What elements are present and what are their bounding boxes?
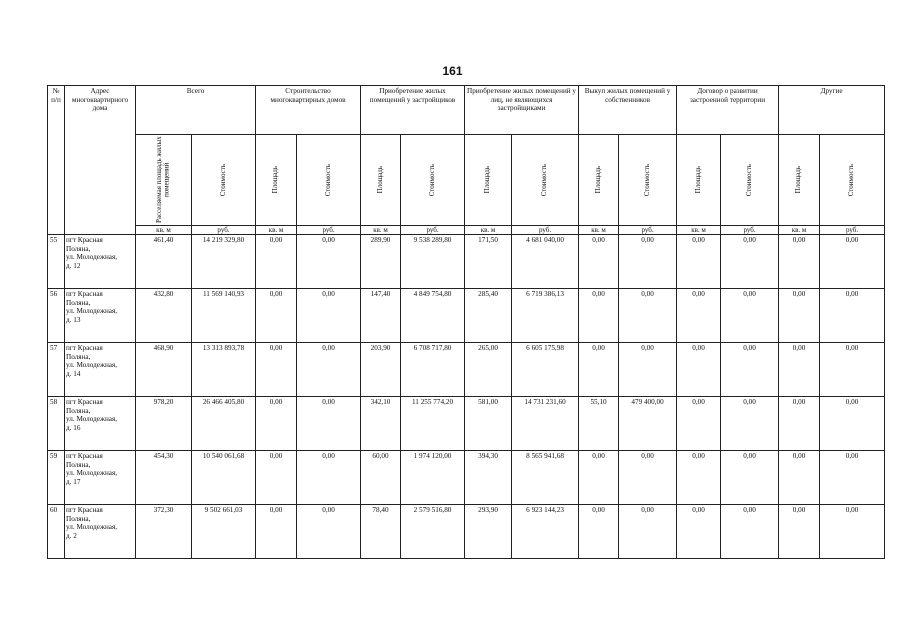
unit-rub: руб. — [192, 226, 256, 235]
cell-value: 1 974 120,00 — [401, 451, 465, 505]
cell-value: 8 565 941,68 — [512, 451, 579, 505]
unit-sqm: кв. м — [579, 226, 619, 235]
row-number: 60 — [48, 505, 65, 559]
cell-value: 0,00 — [297, 343, 361, 397]
unit-sqm: кв. м — [465, 226, 512, 235]
cell-value: 581,00 — [465, 397, 512, 451]
cell-value: 454,30 — [136, 451, 192, 505]
address-line: д. 13 — [66, 315, 81, 324]
header-row — [48, 86, 885, 135]
cell-value: 0,00 — [619, 289, 677, 343]
subheader-area: Площадь — [779, 135, 820, 226]
unit-sqm: кв. м — [361, 226, 401, 235]
cell-value: 14 731 231,60 — [512, 397, 579, 451]
subheader-cost: Стоимость — [721, 135, 779, 226]
cell-value: 0,00 — [297, 289, 361, 343]
cell-value: 0,00 — [256, 451, 297, 505]
address-line: Поляна, — [66, 244, 91, 253]
row-address — [65, 289, 136, 343]
header-address: Адрес многоквартирного дома — [65, 86, 136, 235]
cell-value: 10 540 061,68 — [192, 451, 256, 505]
cell-value: 293,90 — [465, 505, 512, 559]
address-line: Поляна, — [66, 514, 91, 523]
cell-value: 9 538 289,80 — [401, 235, 465, 289]
cell-value: 26 466 405,80 — [192, 397, 256, 451]
address-line: ул. Молодежная, — [66, 523, 118, 532]
cell-value: 2 579 516,80 — [401, 505, 465, 559]
cell-value: 0,00 — [677, 397, 721, 451]
cell-value: 147,40 — [361, 289, 401, 343]
cell-value: 0,00 — [721, 397, 779, 451]
cell-value: 0,00 — [779, 235, 820, 289]
cell-value: 0,00 — [677, 343, 721, 397]
cell-value: 0,00 — [779, 397, 820, 451]
row-address — [65, 451, 136, 505]
address-line: Поляна, — [66, 352, 91, 361]
header-purchase-developers: Приобретение жилых помещений у застройщиков — [361, 86, 465, 135]
subheader-row — [48, 135, 885, 226]
cell-value: 11 255 774,20 — [401, 397, 465, 451]
cell-value: 265,00 — [465, 343, 512, 397]
row-address — [65, 397, 136, 451]
cell-value: 0,00 — [721, 505, 779, 559]
cell-value: 0,00 — [779, 451, 820, 505]
unit-sqm: кв. м — [677, 226, 721, 235]
cell-value: 0,00 — [579, 343, 619, 397]
cell-value: 6 719 386,13 — [512, 289, 579, 343]
address-line: ул. Молодежная, — [66, 253, 118, 262]
address-line: пгт Красная — [66, 506, 103, 514]
cell-value: 978,20 — [136, 397, 192, 451]
cell-value: 0,00 — [579, 505, 619, 559]
header-buyout: Выкуп жилых помещений у собственников — [579, 86, 677, 135]
subheader-cost: Стоимость — [512, 135, 579, 226]
table-row — [48, 397, 885, 451]
row-address — [65, 235, 136, 289]
address-line: ул. Молодежная, — [66, 469, 118, 478]
unit-rub: руб. — [820, 226, 885, 235]
cell-value: 0,00 — [721, 451, 779, 505]
page-number: 161 — [442, 64, 463, 78]
cell-value: 11 569 140,93 — [192, 289, 256, 343]
cell-value: 0,00 — [820, 289, 885, 343]
cell-value: 0,00 — [256, 397, 297, 451]
cell-value: 394,30 — [465, 451, 512, 505]
cell-value: 432,80 — [136, 289, 192, 343]
cell-value: 0,00 — [297, 451, 361, 505]
address-line: ул. Молодежная, — [66, 307, 118, 316]
cell-value: 0,00 — [256, 289, 297, 343]
subheader-area: Площадь — [465, 135, 512, 226]
address-line: д. 12 — [66, 261, 81, 270]
unit-rub: руб. — [512, 226, 579, 235]
header-total: Всего — [136, 86, 256, 135]
cell-value: 0,00 — [820, 397, 885, 451]
row-number: 56 — [48, 289, 65, 343]
address-line: д. 17 — [66, 477, 81, 486]
cell-value: 6 923 144,23 — [512, 505, 579, 559]
cell-value: 0,00 — [256, 235, 297, 289]
cell-value: 13 313 893,78 — [192, 343, 256, 397]
header-purchase-non-developers: Приобретение жилых помещений у лиц, не являющихся застройщиками — [465, 86, 579, 135]
address-line: Поляна, — [66, 406, 91, 415]
cell-value: 0,00 — [579, 235, 619, 289]
unit-sqm: кв. м — [256, 226, 297, 235]
cell-value: 9 502 661,03 — [192, 505, 256, 559]
unit-sqm: кв. м — [779, 226, 820, 235]
subheader-area: Площадь — [677, 135, 721, 226]
cell-value: 0,00 — [256, 343, 297, 397]
cell-value: 0,00 — [297, 397, 361, 451]
address-line: Поляна, — [66, 298, 91, 307]
address-line: пгт Красная — [66, 236, 103, 244]
cell-value: 4 681 040,00 — [512, 235, 579, 289]
subheader-cost: Стоимость — [297, 135, 361, 226]
cell-value: 0,00 — [297, 505, 361, 559]
cell-value: 203,90 — [361, 343, 401, 397]
cell-value: 479 400,00 — [619, 397, 677, 451]
row-number: 55 — [48, 235, 65, 289]
header-construction: Строительство многоквартирных домов — [256, 86, 361, 135]
cell-value: 0,00 — [677, 289, 721, 343]
table-row — [48, 343, 885, 397]
subheader-resettled-area: Расселяемая площадь жилых помещений — [136, 135, 192, 226]
cell-value: 0,00 — [619, 451, 677, 505]
header-num: № п/п — [48, 86, 65, 235]
row-number: 58 — [48, 397, 65, 451]
cell-value: 60,00 — [361, 451, 401, 505]
address-line: ул. Молодежная, — [66, 415, 118, 424]
cell-value: 0,00 — [677, 235, 721, 289]
cell-value: 289,90 — [361, 235, 401, 289]
cell-value: 0,00 — [779, 343, 820, 397]
subheader-cost: Стоимость — [192, 135, 256, 226]
cell-value: 0,00 — [721, 289, 779, 343]
table-row — [48, 451, 885, 505]
cell-value: 0,00 — [619, 505, 677, 559]
address-line: д. 14 — [66, 369, 81, 378]
cell-value: 14 219 329,80 — [192, 235, 256, 289]
row-address — [65, 505, 136, 559]
subheader-area: Площадь — [256, 135, 297, 226]
cell-value: 0,00 — [619, 235, 677, 289]
unit-rub: руб. — [297, 226, 361, 235]
cell-value: 4 849 754,80 — [401, 289, 465, 343]
address-line: пгт Красная — [66, 452, 103, 460]
address-line: пгт Красная — [66, 344, 103, 352]
table-row — [48, 289, 885, 343]
cell-value: 0,00 — [256, 505, 297, 559]
header-other: Другие — [779, 86, 885, 135]
table-row — [48, 505, 885, 559]
resettlement-table — [47, 85, 885, 559]
unit-rub: руб. — [721, 226, 779, 235]
subheader-area: Площадь — [361, 135, 401, 226]
subheader-area: Площадь — [579, 135, 619, 226]
cell-value: 78,40 — [361, 505, 401, 559]
header-dev-agreement: Договор о развитии застроенной территории — [677, 86, 779, 135]
cell-value: 0,00 — [297, 235, 361, 289]
cell-value: 0,00 — [721, 343, 779, 397]
cell-value: 285,40 — [465, 289, 512, 343]
cell-value: 0,00 — [779, 289, 820, 343]
address-line: д. 16 — [66, 423, 81, 432]
address-line: ул. Молодежная, — [66, 361, 118, 370]
address-line: пгт Красная — [66, 290, 103, 298]
cell-value: 0,00 — [579, 451, 619, 505]
cell-value: 0,00 — [779, 505, 820, 559]
cell-value: 6 605 175,98 — [512, 343, 579, 397]
row-number: 59 — [48, 451, 65, 505]
row-address — [65, 343, 136, 397]
cell-value: 171,50 — [465, 235, 512, 289]
subheader-cost: Стоимость — [820, 135, 885, 226]
unit-rub: руб. — [619, 226, 677, 235]
cell-value: 468,90 — [136, 343, 192, 397]
cell-value: 0,00 — [820, 451, 885, 505]
cell-value: 0,00 — [619, 343, 677, 397]
subheader-cost: Стоимость — [619, 135, 677, 226]
cell-value: 0,00 — [579, 289, 619, 343]
address-line: Поляна, — [66, 460, 91, 469]
cell-value: 0,00 — [820, 235, 885, 289]
subheader-cost: Стоимость — [401, 135, 465, 226]
cell-value: 0,00 — [820, 505, 885, 559]
unit-sqm: кв. м — [136, 226, 192, 235]
cell-value: 55,10 — [579, 397, 619, 451]
units-row — [48, 226, 885, 235]
unit-rub: руб. — [401, 226, 465, 235]
cell-value: 0,00 — [677, 505, 721, 559]
cell-value: 372,30 — [136, 505, 192, 559]
row-number: 57 — [48, 343, 65, 397]
cell-value: 0,00 — [820, 343, 885, 397]
address-line: д. 2 — [66, 531, 77, 540]
cell-value: 0,00 — [721, 235, 779, 289]
cell-value: 6 708 717,80 — [401, 343, 465, 397]
cell-value: 342,10 — [361, 397, 401, 451]
address-line: пгт Красная — [66, 398, 103, 406]
cell-value: 461,40 — [136, 235, 192, 289]
table-row — [48, 235, 885, 289]
cell-value: 0,00 — [677, 451, 721, 505]
